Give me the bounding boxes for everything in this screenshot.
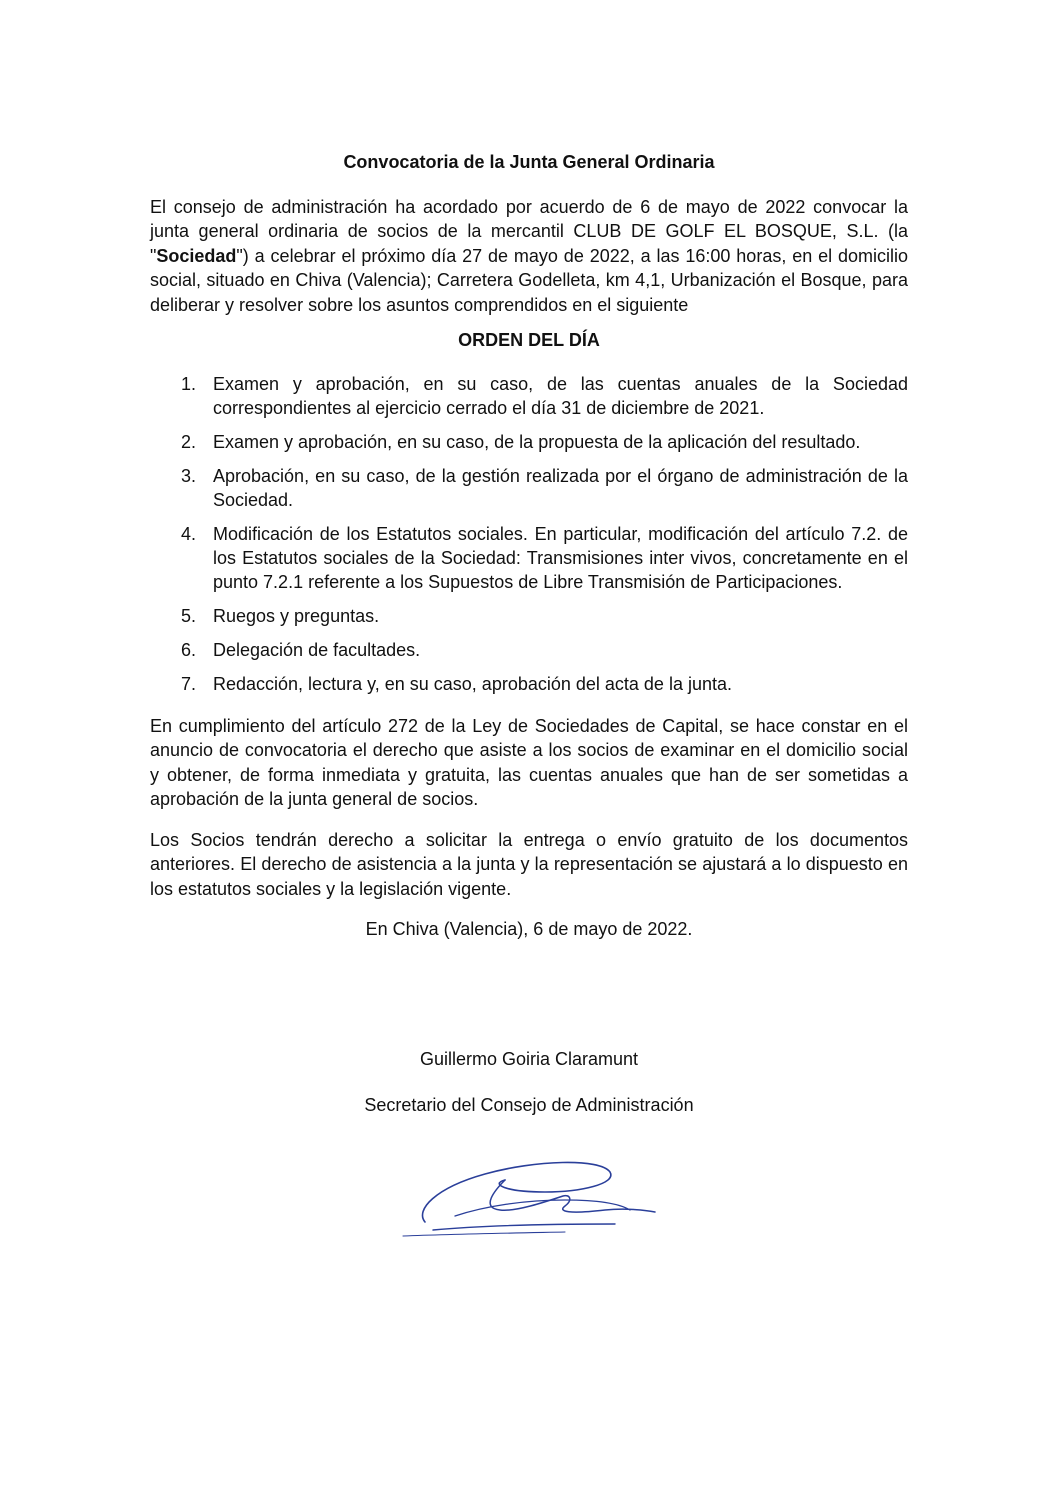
agenda-item-text: Ruegos y preguntas. [213,606,380,626]
place-and-date: En Chiva (Valencia), 6 de mayo de 2022. [365,919,693,939]
agenda-item-number: 7. [181,674,197,694]
signer-name: Guillermo Goiria Claramunt [419,1049,639,1069]
agenda-item-text: Delegación de facultades. [213,640,421,660]
agenda-item-number: 4. [181,524,197,544]
legal-notice-paragraph: En cumplimiento del artículo 272 de la Ley de Sociedades de Capital, se hace constar en el anuncio de convocatoria el derecho que asiste a los socios de examinar en el domicilio social y obtener, de forma inmediata y gratuita, las cuentas anuales que han de ser sometidas a aprobación de la junta general de socios. [150,716,908,810]
agenda-heading: ORDEN DEL DÍA [458,330,600,350]
agenda-item [150,464,908,512]
intro-bold-term: Sociedad [156,245,237,266]
agenda-item-text: Examen y aprobación, en su caso, de las cuentas anuales de la Sociedad correspondientes al ejercicio cerrado el día 31 de diciembre de 2021. [213,374,908,418]
agenda-item-text: Redacción, lectura y, en su caso, aprobación del acta de la junta. [213,674,732,694]
agenda-item [150,372,908,420]
agenda-list [150,372,908,706]
agenda-item-text: Examen y aprobación, en su caso, de la propuesta de la aplicación del resultado. [213,432,861,452]
handwritten-signature-icon [395,1150,665,1245]
document-title: Convocatoria de la Junta General Ordinaria [343,152,715,172]
intro-text-end: ") a celebrar el próximo día 27 de mayo de 2022, a las 16:00 horas, en el domicilio social, situado en Chiva (Valencia); Carretera Godelleta, km 4,1, Urbanización el Bosque, para deliberar y resolver sobre los asuntos comprendidos en el siguiente [150,245,908,315]
agenda-item [150,604,908,628]
agenda-item [150,638,908,662]
agenda-item-number: 5. [181,606,197,626]
agenda-item-number: 6. [181,640,197,660]
agenda-item-text: Modificación de los Estatutos sociales. En particular, modificación del artículo 7.2. de los Estatutos sociales de la Sociedad: Transmisiones inter vivos, concretamente en el punto 7.2.1 referente a los Supuestos de Libre Transmisión de Participaciones. [213,524,908,592]
signer-role: Secretario del Consejo de Administración [364,1095,694,1115]
agenda-item-number: 1. [181,374,197,394]
agenda-item-text: Aprobación, en su caso, de la gestión realizada por el órgano de administración de la Sociedad. [213,466,908,510]
intro-paragraph [150,195,908,317]
agenda-item-number: 3. [181,466,197,486]
agenda-item [150,430,908,454]
intro-text-start: El consejo de administración ha acordado por acuerdo de 6 de mayo de 2022 convocar la junta general ordinaria de socios de la mercantil CLUB DE GOLF EL BOSQUE, S.L. (la " [150,197,908,266]
documents-rights-paragraph: Los Socios tendrán derecho a solicitar la entrega o envío gratuito de los documentos anteriores. El derecho de asistencia a la junta y la representación se ajustará a lo dispuesto en los estatutos sociales y la legislación vigente. [150,830,908,899]
agenda-item [150,522,908,594]
agenda-item [150,672,908,696]
agenda-item-number: 2. [181,432,197,452]
